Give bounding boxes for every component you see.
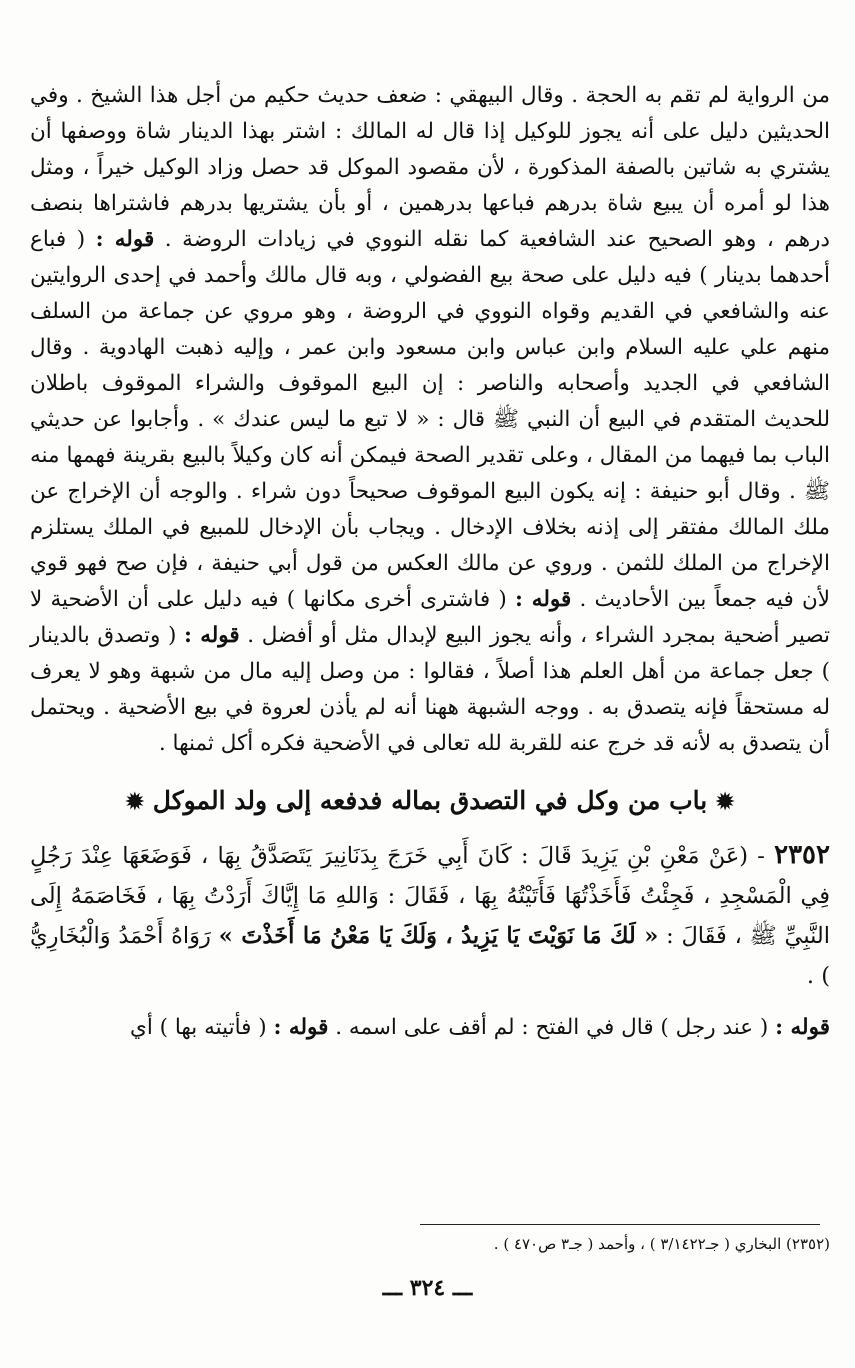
commentary-text-1: من الرواية لم تقم به الحجة . وقال البيهقي : ضعف حديث حكيم من أجل هذا الشيخ . وفي الحديثين دليل على أنه يجوز للوكيل إذا قال له المالك : اشتر بهذا الدينار شاة ووصفها أن يشتري به شاتين بالصفة المذكورة ، لأن مقصود الموكل قد حصل وزاد الوكيل خيراً ، ومثل هذا لو أمره أن يبيع شاة بدرهم فباعها بدرهمين ، أو بأن يشتريها بدرهم فاشتراها بنصف درهم ، وهو الصحيح عند الشافعية كما نقله النووي في زيادات الروضة .: [30, 83, 830, 252]
qawluhu-label-5: قوله :: [273, 1015, 329, 1040]
footnote: (٢٣٥٢) البخاري ( جـ٣/١٤٢٢ ) ، وأحمد ( جـ٣ ص٤٧٠ ) .: [493, 1235, 830, 1253]
page-body: [30, 78, 830, 1046]
hadith-number: ٢٣٥٢: [774, 840, 830, 870]
hadith-text-part-2: رَوَاهُ أَحْمَدُ وَالْبُخَارِيُّ ) .: [30, 923, 830, 989]
chapter-heading: [30, 782, 830, 821]
hadith-prophet-saying: « لَكَ مَا نَوَيْتَ يَا يَزِيدُ ، وَلَكَ يَا مَعْنُ مَا أَخَذْتَ »: [218, 923, 659, 949]
qawluhu-label-1: قوله :: [95, 227, 155, 252]
page-number: ـــ ٣٢٤ ـــ: [382, 1275, 473, 1301]
footnote-divider: [420, 1224, 820, 1225]
hadith-commentary: [30, 1010, 830, 1046]
qawluhu-label-3: قوله :: [184, 623, 240, 648]
hadith-commentary-text-1: ( عند رجل ) قال في الفتح : لم أقف على اسمه .: [335, 1015, 769, 1040]
hadith-text-part-1: (عَنْ مَعْنِ بْنِ يَزِيدَ قَالَ : كَانَ أَبِي خَرَجَ بِدَنَانِيرَ يَتَصَدَّقُ بِهَا ، فَوَضَعَهَا عِنْدَ رَجُلٍ فِي الْمَسْجِدِ ، فَجِئْتُ فَأَخَذْتُهَا فَأَتَيْتُهُ بِهَا ، فَقَالَ : وَاللهِ مَا إِيَّاكَ أَرَدْتُ بِهَا ، فَخَاصَمَهُ إِلَى النَّبِيِّ ﷺ ، فَقَالَ :: [30, 843, 830, 949]
star-ornament-icon: ✹: [125, 789, 145, 815]
star-ornament-icon: ✹: [715, 789, 735, 815]
chapter-title: باب من وكل في التصدق بماله فدفعه إلى ولد الموكل: [152, 786, 708, 815]
hadith-dash: -: [748, 843, 775, 869]
hadith-text: [30, 835, 830, 996]
hadith-commentary-text-2: ( فأتيته بها ) أي: [129, 1015, 267, 1040]
commentary-text-2: ( فباع أحدهما بدينار ) فيه دليل على صحة بيع الفضولي ، وبه قال مالك وأحمد في إحدى الروايتين عنه والشافعي في القديم وقواه النووي في الروضة ، وهو مروي عن جماعة من السلف منهم علي عليه السلام وابن عباس وابن مسعود وابن عمر ، وإليه ذهبت الهادوية . وقال الشافعي في الجديد وأصحابه والناصر : إن البيع الموقوف والشراء الموقوف باطلان للحديث المتقدم في البيع أن النبي ﷺ قال : « لا تبع ما ليس عندك » . وأجابوا عن حديثي الباب بما فيهما من المقال ، وعلى تقدير الصحة فيمكن أنه كان وكيلاً بالبيع بقرينة فهمها منه ﷺ . وقال أبو حنيفة : إنه يكون البيع الموقوف صحيحاً دون شراء . والوجه أن الإخراج عن ملك المالك مفتقر إلى إذنه بخلاف الإدخال . ويجاب بأن الإدخال للمبيع في الملك يستلزم الإخراج من الملك للثمن . وروي عن مالك العكس من قول أبي حنيفة ، فإن صح فهو قوي لأن فيه جمعاً بين الأحاديث .: [30, 227, 830, 612]
commentary-text-4: ( وتصدق بالدينار ) جعل جماعة من أهل العلم هذا أصلاً ، فقالوا : من وصل إليه مال من شبهة وهو لا يعرف له مستحقاً فإنه يتصدق به . ووجه الشبهة ههنا أنه لم يأذن لعروة في بيع الأضحية . ويحتمل أن يتصدق به لأنه قد خرج عنه للقربة لله تعالى في الأضحية فكره أكل ثمنها .: [30, 623, 830, 756]
qawluhu-label-2: قوله :: [515, 587, 572, 612]
qawluhu-label-4: قوله :: [775, 1015, 830, 1040]
commentary-text-3: ( فاشترى أخرى مكانها ) فيه دليل على أن الأضحية لا تصير أضحية بمجرد الشراء ، وأنه يجوز البيع لإبدال مثل أو أفضل .: [30, 587, 831, 648]
commentary-paragraph: [30, 78, 830, 762]
